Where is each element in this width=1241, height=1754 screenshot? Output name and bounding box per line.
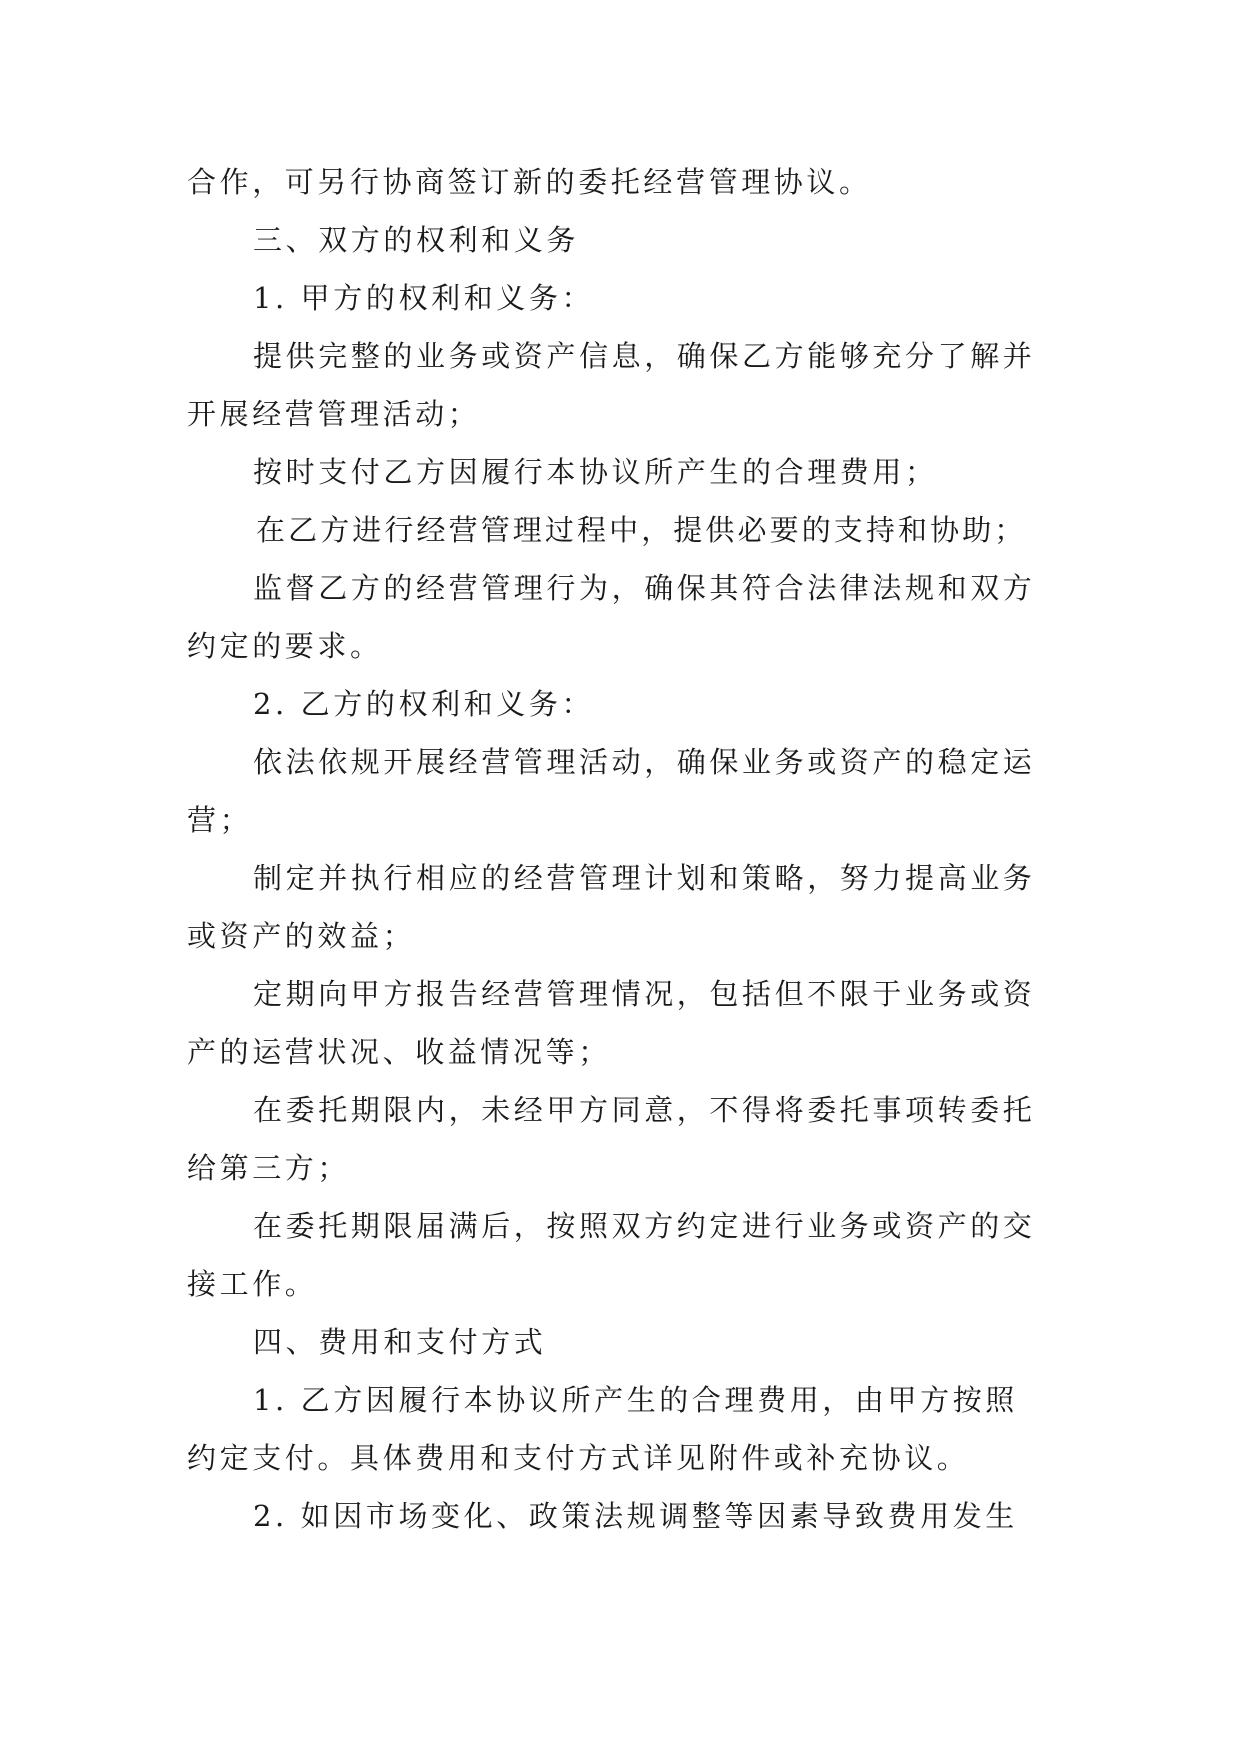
subsection-heading: 2. 乙方的权利和义务：: [253, 687, 595, 721]
subsection-heading: 1. 甲方的权利和义务：: [253, 281, 595, 315]
text-line: 给第三方；: [187, 1151, 351, 1185]
text-line: 1. 乙方因履行本协议所产生的合理费用，由甲方按照: [253, 1383, 1018, 1417]
text-line: 约定的要求。: [187, 629, 383, 663]
text-line: 接工作。: [187, 1267, 318, 1301]
text-line: 约定支付。具体费用和支付方式详见附件或补充协议。: [187, 1441, 970, 1475]
text-line: 或资产的效益；: [187, 919, 416, 953]
text-line: 提供完整的业务或资产信息，确保乙方能够充分了解并: [253, 339, 1036, 373]
text-line: 监督乙方的经营管理行为，确保其符合法律法规和双方: [253, 571, 1036, 605]
section-heading: 三、双方的权利和义务: [253, 223, 580, 257]
text-line: 在委托期限内，未经甲方同意，不得将委托事项转委托: [253, 1093, 1036, 1127]
section-heading: 四、费用和支付方式: [253, 1325, 547, 1359]
text-line: 营；: [187, 803, 253, 837]
text-line: 合作，可另行协商签订新的委托经营管理协议。: [187, 165, 872, 199]
text-line: 制定并执行相应的经营管理计划和策略，努力提高业务: [253, 861, 1036, 895]
text-line: 依法依规开展经营管理活动，确保业务或资产的稳定运: [253, 745, 1036, 779]
text-line: 在委托期限届满后，按照双方约定进行业务或资产的交: [253, 1209, 1036, 1243]
text-line: 按时支付乙方因履行本协议所产生的合理费用；: [253, 455, 938, 489]
text-line: 开展经营管理活动；: [187, 397, 481, 431]
text-line: 2. 如因市场变化、政策法规调整等因素导致费用发生: [253, 1499, 1018, 1533]
text-line: 产的运营状况、收益情况等；: [187, 1035, 611, 1069]
text-line: 在乙方进行经营管理过程中，提供必要的支持和协助；: [256, 513, 1027, 547]
text-line: 定期向甲方报告经营管理情况，包括但不限于业务或资: [253, 977, 1036, 1011]
